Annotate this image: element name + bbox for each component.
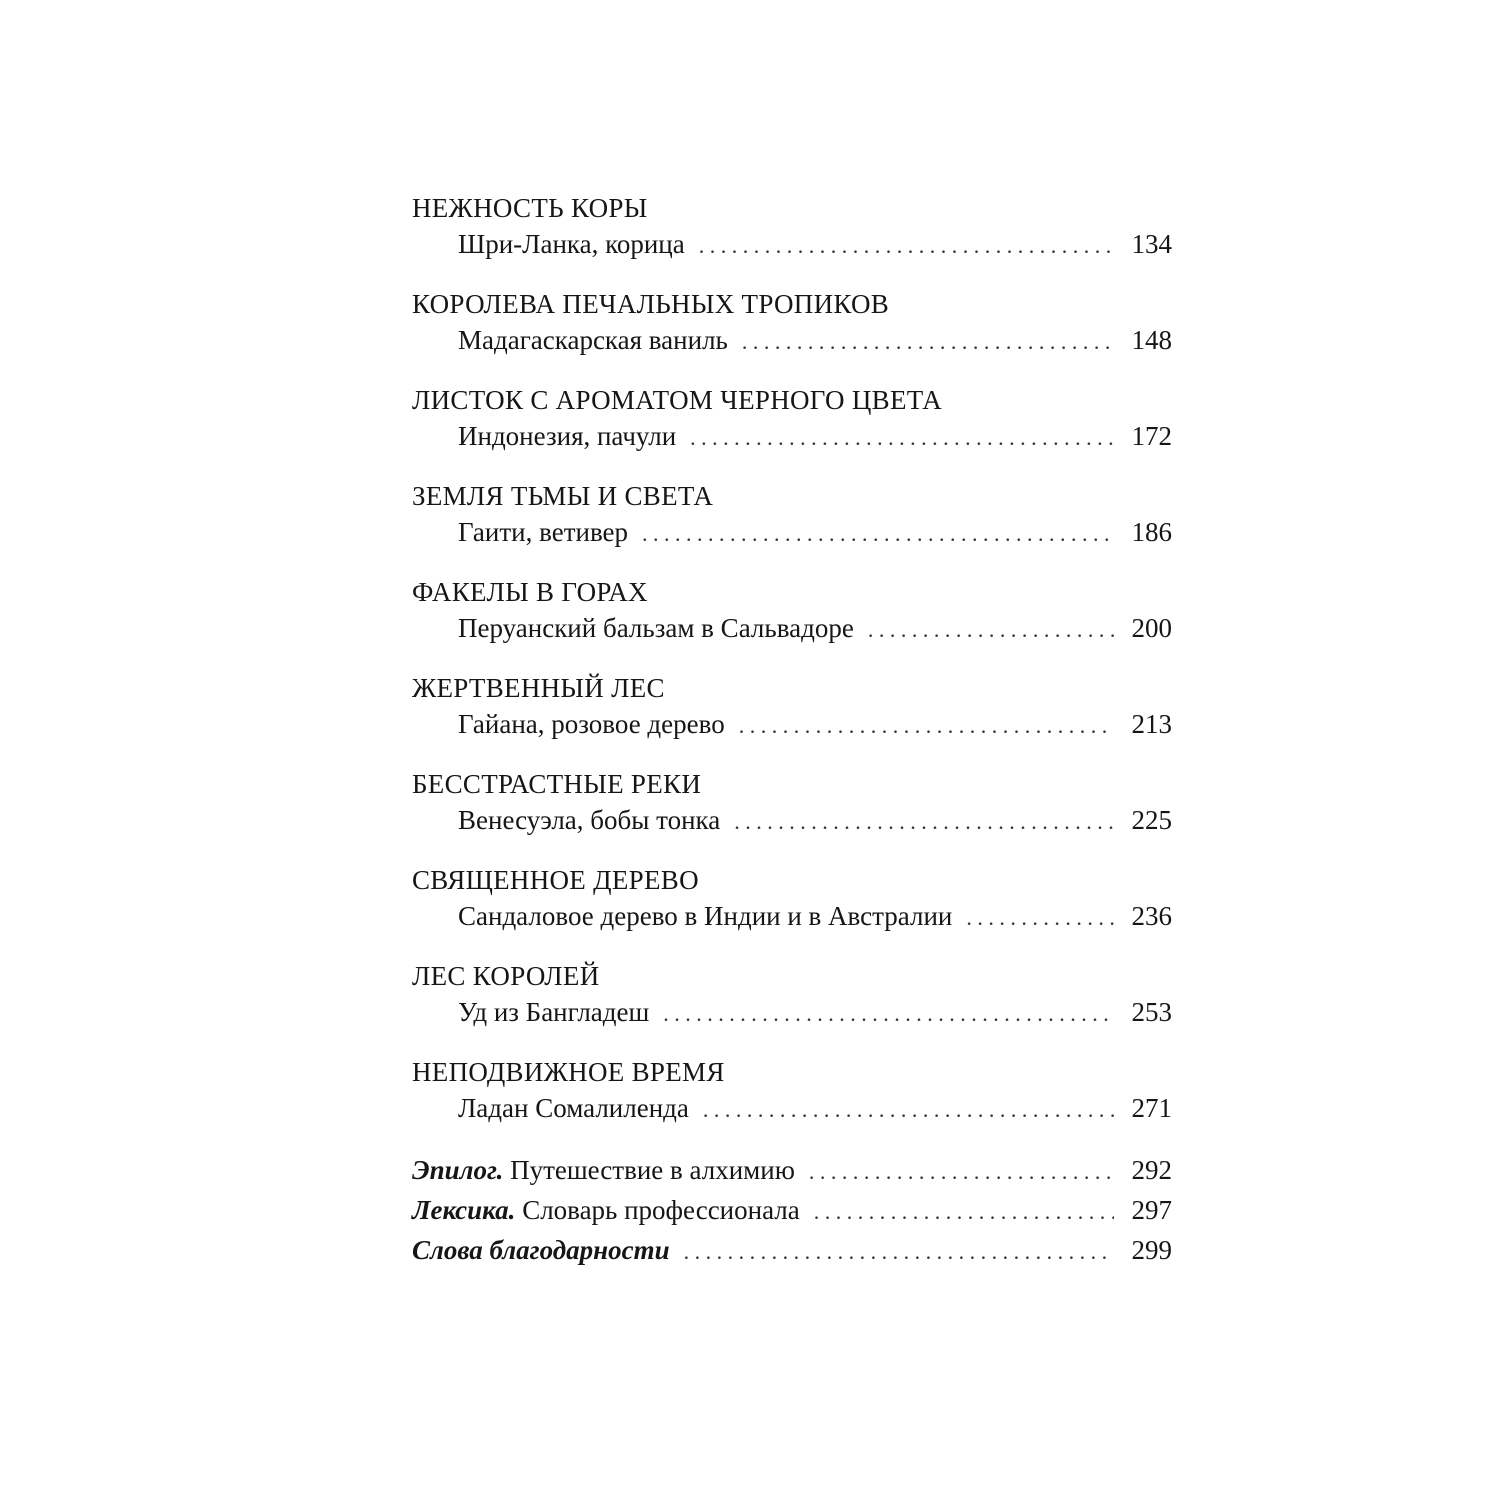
toc-chapter [412, 382, 1172, 454]
dot-leader [809, 1154, 1114, 1190]
dot-leader [642, 516, 1114, 552]
chapter-subtitle: Ладан Сомалиленда [458, 1093, 689, 1123]
dot-leader [739, 708, 1114, 744]
toc-chapter [412, 1054, 1172, 1126]
toc-entry[interactable] [412, 418, 1172, 454]
chapter-subtitle: Индонезия, пачули [458, 421, 677, 451]
toc-entry[interactable] [412, 322, 1172, 358]
toc-entry[interactable] [412, 898, 1172, 934]
toc-entry[interactable] [412, 226, 1172, 262]
toc-chapter [412, 766, 1172, 838]
chapter-title: НЕПОДВИЖНОЕ ВРЕМЯ [412, 1057, 725, 1087]
page-number: 148 [1131, 325, 1172, 355]
toc-entry[interactable] [412, 1090, 1172, 1126]
back-matter [412, 1152, 1172, 1268]
toc-entry[interactable] [412, 514, 1172, 550]
page-number: 200 [1131, 613, 1172, 643]
chapter-title: ЛЕС КОРОЛЕЙ [412, 961, 600, 991]
dot-leader [734, 804, 1114, 840]
chapter-subtitle: Шри-Ланка, корица [458, 229, 685, 259]
toc-entry-lexicon[interactable] [412, 1192, 1172, 1228]
toc-entry[interactable] [412, 610, 1172, 646]
page-number: 186 [1131, 517, 1172, 547]
page-number: 297 [1131, 1195, 1172, 1225]
page-number: 225 [1131, 805, 1172, 835]
dot-leader [663, 996, 1114, 1032]
toc-chapter [412, 670, 1172, 742]
toc-chapter [412, 574, 1172, 646]
chapter-title: НЕЖНОСТЬ КОРЫ [412, 193, 648, 223]
chapter-title: ЗЕМЛЯ ТЬМЫ И СВЕТА [412, 481, 714, 511]
chapter-subtitle: Перуанский бальзам в Сальвадоре [458, 613, 854, 643]
entry-label [412, 1192, 800, 1228]
chapter-subtitle: Сандаловое дерево в Индии и в Австралии [458, 901, 953, 931]
chapter-title: ЛИСТОК С АРОМАТОМ ЧЕРНОГО ЦВЕТА [412, 385, 943, 415]
chapter-title: ФАКЕЛЫ В ГОРАХ [412, 577, 648, 607]
page-number: 172 [1131, 421, 1172, 451]
dot-leader [703, 1092, 1114, 1128]
entry-title: Словарь профессионала [522, 1195, 800, 1225]
dot-leader [868, 612, 1114, 648]
toc-entry[interactable] [412, 802, 1172, 838]
dot-leader [699, 228, 1114, 264]
entry-heading: Лексика. [412, 1195, 516, 1225]
entry-label [412, 1232, 670, 1268]
entry-label [412, 1152, 795, 1188]
chapter-subtitle: Венесуэла, бобы тонка [458, 805, 721, 835]
page-number: 253 [1131, 997, 1172, 1027]
toc-entry-acknowledgements[interactable] [412, 1232, 1172, 1268]
page-number: 213 [1131, 709, 1172, 739]
chapter-title: ЖЕРТВЕННЫЙ ЛЕС [412, 673, 665, 703]
page-number: 271 [1131, 1093, 1172, 1123]
dot-leader [690, 420, 1114, 456]
toc-entry[interactable] [412, 706, 1172, 742]
page-number: 292 [1131, 1155, 1172, 1185]
chapter-title: СВЯЩЕННОЕ ДЕРЕВО [412, 865, 699, 895]
dot-leader [684, 1234, 1114, 1270]
toc-chapter [412, 478, 1172, 550]
toc-chapter [412, 862, 1172, 934]
dot-leader [742, 324, 1114, 360]
toc-entry[interactable] [412, 994, 1172, 1030]
chapter-subtitle: Гайана, розовое дерево [458, 709, 725, 739]
chapter-title: БЕССТРАСТНЫЕ РЕКИ [412, 769, 702, 799]
chapter-subtitle: Уд из Бангладеш [458, 997, 650, 1027]
toc-entry-epilogue[interactable] [412, 1152, 1172, 1188]
toc-chapter [412, 286, 1172, 358]
chapter-title: КОРОЛЕВА ПЕЧАЛЬНЫХ ТРОПИКОВ [412, 289, 890, 319]
page-number: 236 [1131, 901, 1172, 931]
dot-leader [966, 900, 1114, 936]
entry-heading: Слова благодарности [412, 1235, 670, 1265]
entry-heading: Эпилог. [412, 1155, 504, 1185]
table-of-contents [412, 190, 1172, 1272]
dot-leader [814, 1194, 1114, 1230]
chapter-subtitle: Гаити, ветивер [458, 517, 629, 547]
page-number: 134 [1131, 229, 1172, 259]
entry-title: Путешествие в алхимию [510, 1155, 795, 1185]
toc-chapter [412, 958, 1172, 1030]
toc-chapter [412, 190, 1172, 262]
chapter-subtitle: Мадагаскарская ваниль [458, 325, 728, 355]
page-number: 299 [1131, 1235, 1172, 1265]
